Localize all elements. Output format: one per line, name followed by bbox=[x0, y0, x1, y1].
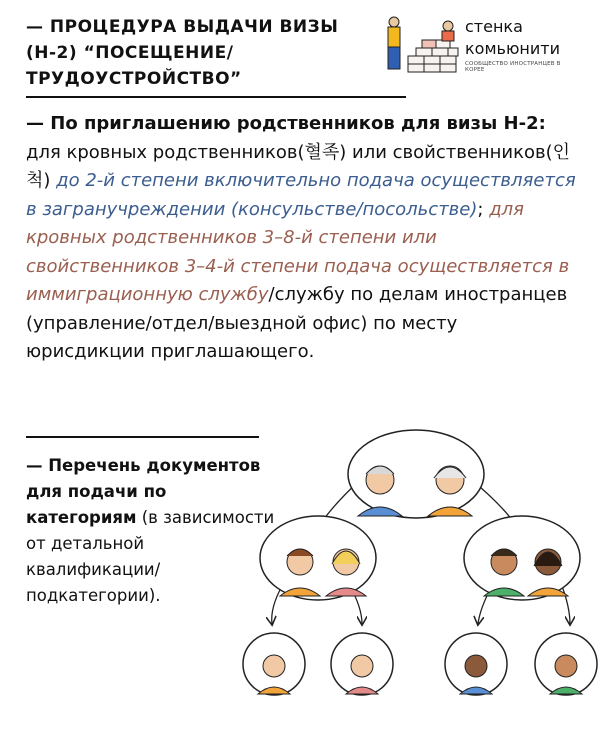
family-tree-illustration bbox=[240, 428, 598, 734]
immigration-text: для кровных родственников 3–8-й степени или свойственников 3–4-й степени подача осуществляется в иммиграционную службу bbox=[26, 198, 570, 305]
page-title: — ПРОЦЕДУРА ВЫДАЧИ ВИЗЫ (Н-2) “ПОСЕЩЕНИЕ/ ТРУДОУСТРОЙСТВО” bbox=[26, 17, 339, 89]
brand-tagline: СООБЩЕСТВО ИНОСТРАНЦЕВ В КОРЕЕ bbox=[465, 61, 561, 73]
tree-arrow bbox=[272, 586, 282, 624]
documents-note: (в зависимости от детальной квалификации/ подкатегории). bbox=[26, 508, 275, 605]
brand-name-line1: стенка bbox=[465, 17, 523, 36]
brick-wall-illustration bbox=[378, 12, 466, 82]
consulate-text: до 2-й степени включительно подача осуществляется в загранучреждении (консульстве/посольстве) bbox=[26, 170, 576, 220]
documents-paragraph bbox=[26, 453, 276, 609]
section-divider bbox=[26, 436, 259, 438]
tree-arrow bbox=[562, 586, 570, 624]
parents-right-circle bbox=[464, 516, 580, 600]
separator: ; bbox=[477, 198, 490, 220]
visa-lead: — По приглашению родственников для визы H-2: bbox=[26, 113, 546, 134]
title-divider bbox=[26, 96, 406, 98]
brand-name-line2: комьюнити bbox=[465, 39, 560, 58]
main-paragraph bbox=[26, 110, 581, 367]
text-part1: для кровных родственников(혈족) или свойственников(인척) bbox=[26, 141, 571, 191]
documents-lead: — Перечень документов для подачи по категориям bbox=[26, 456, 261, 527]
brand-logo bbox=[378, 12, 578, 82]
text-part2: /службу по делам иностранцев (управление/отдел/выездной офис) по месту юрисдикции приглашающего. bbox=[26, 284, 568, 362]
